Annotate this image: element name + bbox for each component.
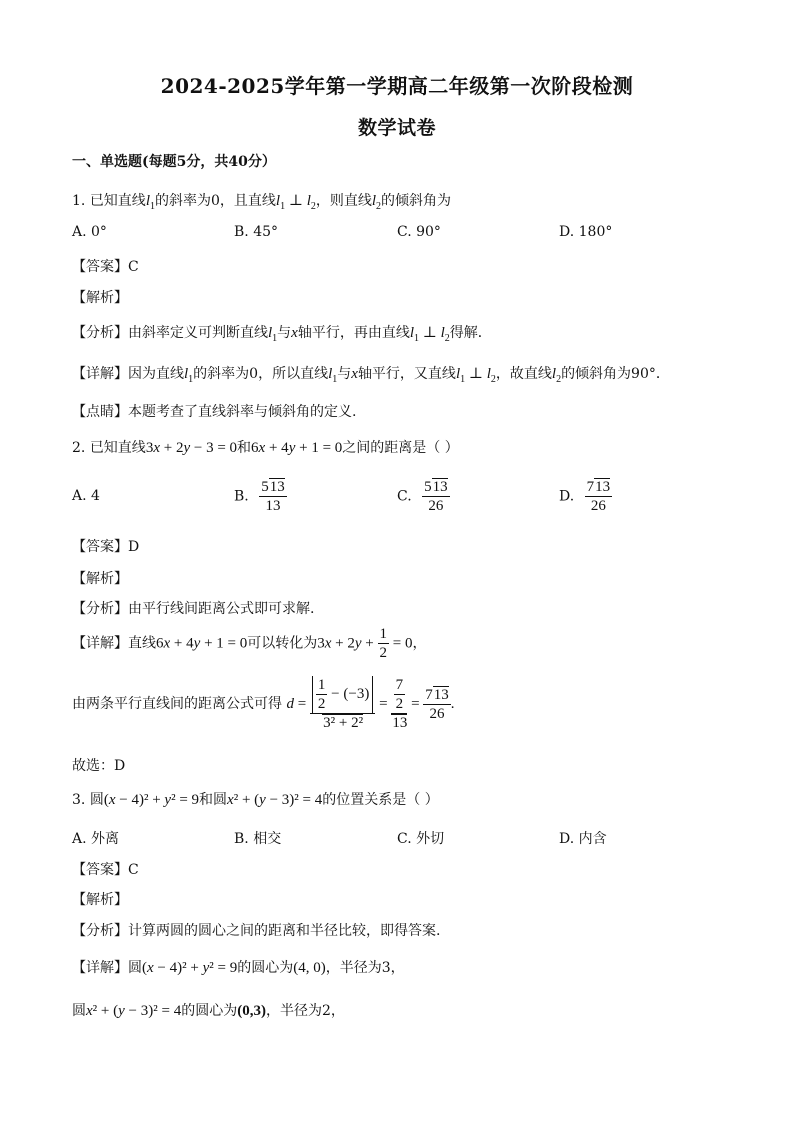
q3-option-a: A. 外离 <box>72 831 120 847</box>
q3-option-b: B. 相交 <box>234 831 282 847</box>
q1-detail: 【详解】因为直线$l_1$的斜率为0，所以直线$l_1$与x轴平行，又直线$l_1$ ⊥ $l_2$，故直线$l_2$的倾斜角为90°． <box>72 366 670 385</box>
q3-detail: 【详解】圆(x − 4)² + y² = 9的圆心为(4, 0)，半径为3， <box>72 960 405 976</box>
q2-option-b: B. $\frac{513}{13}$ <box>234 479 285 514</box>
q2-fenxi: 【分析】由平行线间距离公式即可求解. <box>72 601 315 617</box>
q1-option-c: C. 90° <box>397 224 441 240</box>
page-subtitle: 数学试卷 <box>357 117 436 139</box>
q1-option-a: A. 0° <box>72 224 107 240</box>
section-heading: 一、单选题(每题5分，共40分） <box>72 154 276 170</box>
q3-option-c: C. 外切 <box>397 831 445 847</box>
q2-formula: 由两条平行直线间的距离公式可得 d = $\frac{1}{2}$ − (−3) 3² + 2² = $\frac{\frac{7}{2}}{13}$ = $\frac{713}{26}$ . <box>72 677 455 731</box>
q2-answer: 【答案】D <box>72 539 140 555</box>
q2-analysis: 【解析】 <box>72 571 128 587</box>
q2-option-c: C. $\frac{513}{26}$ <box>397 479 448 514</box>
q3-option-d: D. 内含 <box>559 831 607 847</box>
q3-answer: 【答案】C <box>72 862 139 878</box>
q1-comment: 【点睛】本题考查了直线斜率与倾斜角的定义. <box>72 404 357 420</box>
q2-conclusion: 故选：D <box>72 758 126 774</box>
page-title: 2024-2025学年第一学期高二年级第一次阶段检测 <box>160 74 634 98</box>
q2-option-a: A. 4 <box>72 488 100 504</box>
q3-stem: 3. 圆(x − 4)² + y² = 9和圆x² + (y − 3)² = 4的位置关系是（ ） <box>72 792 439 808</box>
q3-fenxi: 【分析】计算两圆的圆心之间的距离和半径比较，即得答案. <box>72 923 441 939</box>
q1-option-d: D. 180° <box>559 224 613 240</box>
q1-option-b: B. 45° <box>234 224 279 240</box>
q1-analysis: 【解析】 <box>72 290 128 306</box>
q3-analysis: 【解析】 <box>72 892 128 908</box>
q2-option-d: D. $\frac{713}{26}$ <box>559 479 611 514</box>
q2-stem: 2. 已知直线3x + 2y − 3 = 0和6x + 4y + 1 = 0之间的距离是（ ） <box>72 440 459 456</box>
q1-stem: 1. 已知直线$l_1$的斜率为0，且直线$l_1$ ⊥ $l_2$，则直线$l_2$的倾斜角为 <box>72 193 452 212</box>
q2-detail: 【详解】直线6x + 4y + 1 = 0可以转化为3x + 2y + $\frac{1}{2}$ = 0， <box>72 626 427 661</box>
q1-fenxi: 【分析】由斜率定义可判断直线$l_1$与x轴平行，再由直线$l_1$ ⊥ $l_2$得解． <box>72 325 492 344</box>
q3-detail-2: 圆x² + (y − 3)² = 4的圆心为(0,3)，半径为2， <box>72 1003 345 1019</box>
q1-answer: 【答案】C <box>72 259 139 275</box>
